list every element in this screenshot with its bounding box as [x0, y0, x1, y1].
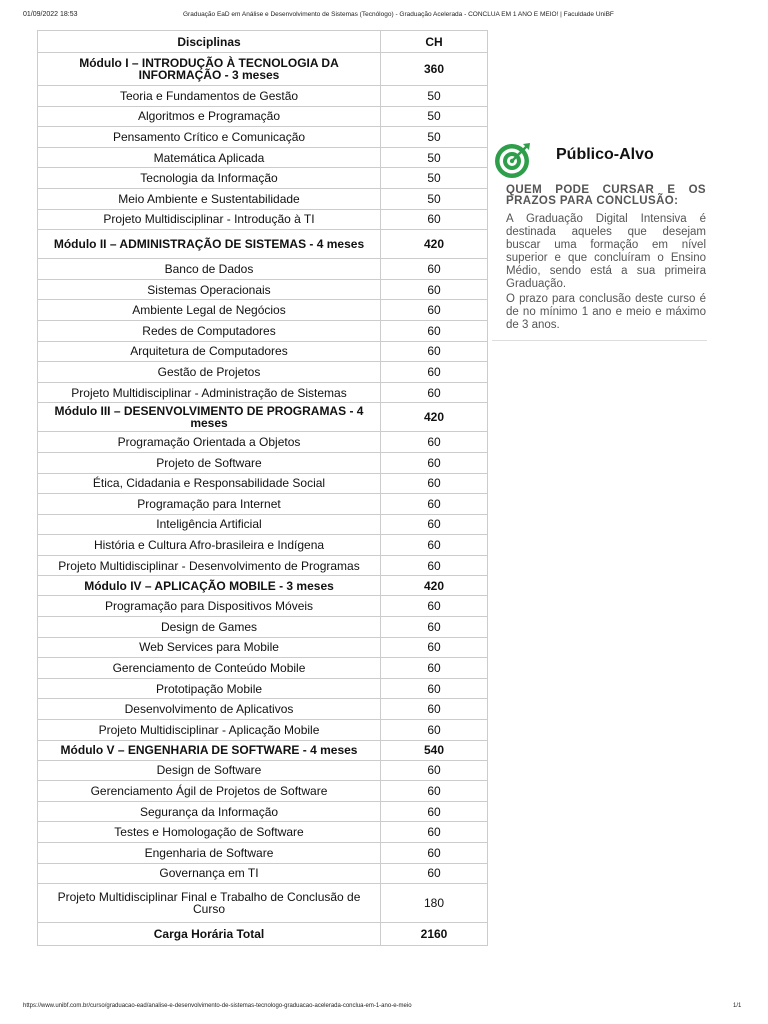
table-row: [38, 863, 488, 884]
table-row: [38, 168, 488, 189]
module-title: Módulo I – INTRODUÇÃO À TECNOLOGIA DA INFORMAÇÃO - 3 meses: [38, 53, 381, 86]
subject-name: Algoritmos e Programação: [38, 106, 381, 127]
header-disciplinas: Disciplinas: [38, 31, 381, 53]
subject-name: Gerenciamento Ágil de Projetos de Software: [38, 781, 381, 802]
subject-hours: 60: [381, 432, 488, 453]
subject-name: Projeto Multidisciplinar - Administração de Sistemas: [38, 382, 381, 403]
table-row: [38, 147, 488, 168]
total-row: [38, 923, 488, 946]
table-row: [38, 320, 488, 341]
subject-name: Testes e Homologação de Software: [38, 822, 381, 843]
section-paragraph: O prazo para conclusão deste curso é de no mínimo 1 ano e meio e máximo de 3 anos.: [506, 293, 706, 331]
subject-name: Projeto Multidisciplinar - Introdução à TI: [38, 209, 381, 230]
module-title: Módulo V – ENGENHARIA DE SOFTWARE - 4 meses: [38, 740, 381, 760]
table-row: [38, 341, 488, 362]
subject-hours: 60: [381, 473, 488, 494]
total-label: Carga Horária Total: [38, 923, 381, 946]
module-title: Módulo II – ADMINISTRAÇÃO DE SISTEMAS - 4 meses: [38, 230, 381, 259]
subject-hours: 60: [381, 720, 488, 741]
table-row: [38, 514, 488, 535]
subject-hours: 50: [381, 147, 488, 168]
table-row: [38, 555, 488, 576]
subject-name: Meio Ambiente e Sustentabilidade: [38, 188, 381, 209]
subject-name: História e Cultura Afro-brasileira e Indígena: [38, 535, 381, 556]
table-row: [38, 452, 488, 473]
subject-hours: 60: [381, 699, 488, 720]
table-row: [38, 494, 488, 515]
subject-hours: 50: [381, 127, 488, 148]
subject-name: Inteligência Artificial: [38, 514, 381, 535]
table-row: [38, 843, 488, 864]
subject-hours: 60: [381, 555, 488, 576]
subject-hours: 60: [381, 514, 488, 535]
section-paragraph: A Graduação Digital Intensiva é destinada aqueles que desejam buscar uma formação em nível superior e que concluíram o Ensino Médio, sendo está a sua primeira Graduação.: [506, 213, 706, 290]
subject-name: Arquitetura de Computadores: [38, 341, 381, 362]
subject-hours: 50: [381, 168, 488, 189]
table-row: [38, 781, 488, 802]
subject-name: Gerenciamento de Conteúdo Mobile: [38, 658, 381, 679]
subject-name: Projeto Multidisciplinar - Aplicação Mobile: [38, 720, 381, 741]
subject-name: Matemática Aplicada: [38, 147, 381, 168]
table-row: [38, 596, 488, 617]
module-row: [38, 53, 488, 86]
subject-hours: 60: [381, 320, 488, 341]
subject-hours: 180: [381, 884, 488, 923]
subject-name: Programação para Internet: [38, 494, 381, 515]
table-row: [38, 822, 488, 843]
table-row: [38, 699, 488, 720]
table-row: [38, 617, 488, 638]
table-row: [38, 209, 488, 230]
subject-hours: 60: [381, 452, 488, 473]
table-row: [38, 86, 488, 107]
module-title: Módulo III – DESENVOLVIMENTO DE PROGRAMAS - 4 meses: [38, 403, 381, 432]
subject-hours: 60: [381, 362, 488, 383]
subject-name: Governança em TI: [38, 863, 381, 884]
subject-hours: 60: [381, 678, 488, 699]
print-page-title: Graduação EaD em Análise e Desenvolvimento de Sistemas (Tecnólogo) - Graduação Acelerada - CONCLUA EM 1 ANO E MEIO! | Faculdade UniBF: [183, 11, 614, 18]
table-row: [38, 127, 488, 148]
table-row: [38, 658, 488, 679]
subject-hours: 60: [381, 781, 488, 802]
module-title: Módulo IV – APLICAÇÃO MOBILE - 3 meses: [38, 576, 381, 596]
subject-name: Tecnologia da Informação: [38, 168, 381, 189]
table-row: [38, 801, 488, 822]
section-question: QUEM PODE CURSAR E OS PRAZOS PARA CONCLUSÃO:: [506, 184, 706, 207]
subject-hours: 60: [381, 300, 488, 321]
subject-name: Ética, Cidadania e Responsabilidade Social: [38, 473, 381, 494]
table-row: [38, 188, 488, 209]
module-hours: 360: [381, 53, 488, 86]
subject-name: Programação Orientada a Objetos: [38, 432, 381, 453]
subject-name: Design de Games: [38, 617, 381, 638]
subject-hours: 60: [381, 279, 488, 300]
module-hours: 420: [381, 576, 488, 596]
print-datetime: 01/09/2022 18:53: [23, 11, 78, 18]
subject-name: Segurança da Informação: [38, 801, 381, 822]
table-row: [38, 300, 488, 321]
table-row: [38, 637, 488, 658]
target-icon: [492, 140, 534, 180]
table-row: [38, 362, 488, 383]
subject-hours: 60: [381, 259, 488, 280]
subject-name: Sistemas Operacionais: [38, 279, 381, 300]
subject-name: Projeto de Software: [38, 452, 381, 473]
subject-hours: 60: [381, 596, 488, 617]
table-header-row: [38, 31, 488, 53]
subject-name: Banco de Dados: [38, 259, 381, 280]
subject-name: Gestão de Projetos: [38, 362, 381, 383]
table-row: [38, 884, 488, 923]
module-hours: 540: [381, 740, 488, 760]
subject-hours: 60: [381, 382, 488, 403]
subject-name: Prototipação Mobile: [38, 678, 381, 699]
subject-name: Web Services para Mobile: [38, 637, 381, 658]
section-title: Público-Alvo: [556, 146, 654, 163]
subject-hours: 60: [381, 760, 488, 781]
table-row: [38, 535, 488, 556]
total-hours: 2160: [381, 923, 488, 946]
subject-hours: 60: [381, 863, 488, 884]
subject-name: Teoria e Fundamentos de Gestão: [38, 86, 381, 107]
module-row: [38, 403, 488, 432]
table-row: [38, 279, 488, 300]
subject-hours: 50: [381, 188, 488, 209]
module-row: [38, 576, 488, 596]
subject-hours: 60: [381, 535, 488, 556]
print-url: https://www.unibf.com.br/curso/graduacao-ead/analise-e-desenvolvimento-de-sistemas-tecnologo-graduacao-acelerada-conclua-em-1-ano-e-meio: [23, 1003, 412, 1009]
table-row: [38, 432, 488, 453]
subject-hours: 50: [381, 86, 488, 107]
subject-name: Ambiente Legal de Negócios: [38, 300, 381, 321]
subject-hours: 60: [381, 341, 488, 362]
curriculum-table: [37, 30, 488, 946]
subject-hours: 50: [381, 106, 488, 127]
subject-hours: 60: [381, 494, 488, 515]
subject-name: Engenharia de Software: [38, 843, 381, 864]
module-row: [38, 740, 488, 760]
subject-hours: 60: [381, 617, 488, 638]
subject-name: Projeto Multidisciplinar - Desenvolvimento de Programas: [38, 555, 381, 576]
target-audience-panel: [492, 133, 707, 341]
subject-name: Projeto Multidisciplinar Final e Trabalho de Conclusão de Curso: [38, 884, 381, 923]
subject-hours: 60: [381, 801, 488, 822]
module-row: [38, 230, 488, 259]
module-hours: 420: [381, 403, 488, 432]
table-row: [38, 678, 488, 699]
header-ch: CH: [381, 31, 488, 53]
subject-hours: 60: [381, 637, 488, 658]
subject-name: Redes de Computadores: [38, 320, 381, 341]
table-row: [38, 720, 488, 741]
subject-hours: 60: [381, 843, 488, 864]
table-row: [38, 106, 488, 127]
subject-name: Design de Software: [38, 760, 381, 781]
print-page-number: 1/1: [733, 1003, 742, 1009]
subject-name: Programação para Dispositivos Móveis: [38, 596, 381, 617]
subject-hours: 60: [381, 209, 488, 230]
subject-hours: 60: [381, 822, 488, 843]
table-row: [38, 259, 488, 280]
module-hours: 420: [381, 230, 488, 259]
table-row: [38, 473, 488, 494]
subject-name: Pensamento Crítico e Comunicação: [38, 127, 381, 148]
subject-hours: 60: [381, 658, 488, 679]
subject-name: Desenvolvimento de Aplicativos: [38, 699, 381, 720]
table-row: [38, 382, 488, 403]
table-row: [38, 760, 488, 781]
